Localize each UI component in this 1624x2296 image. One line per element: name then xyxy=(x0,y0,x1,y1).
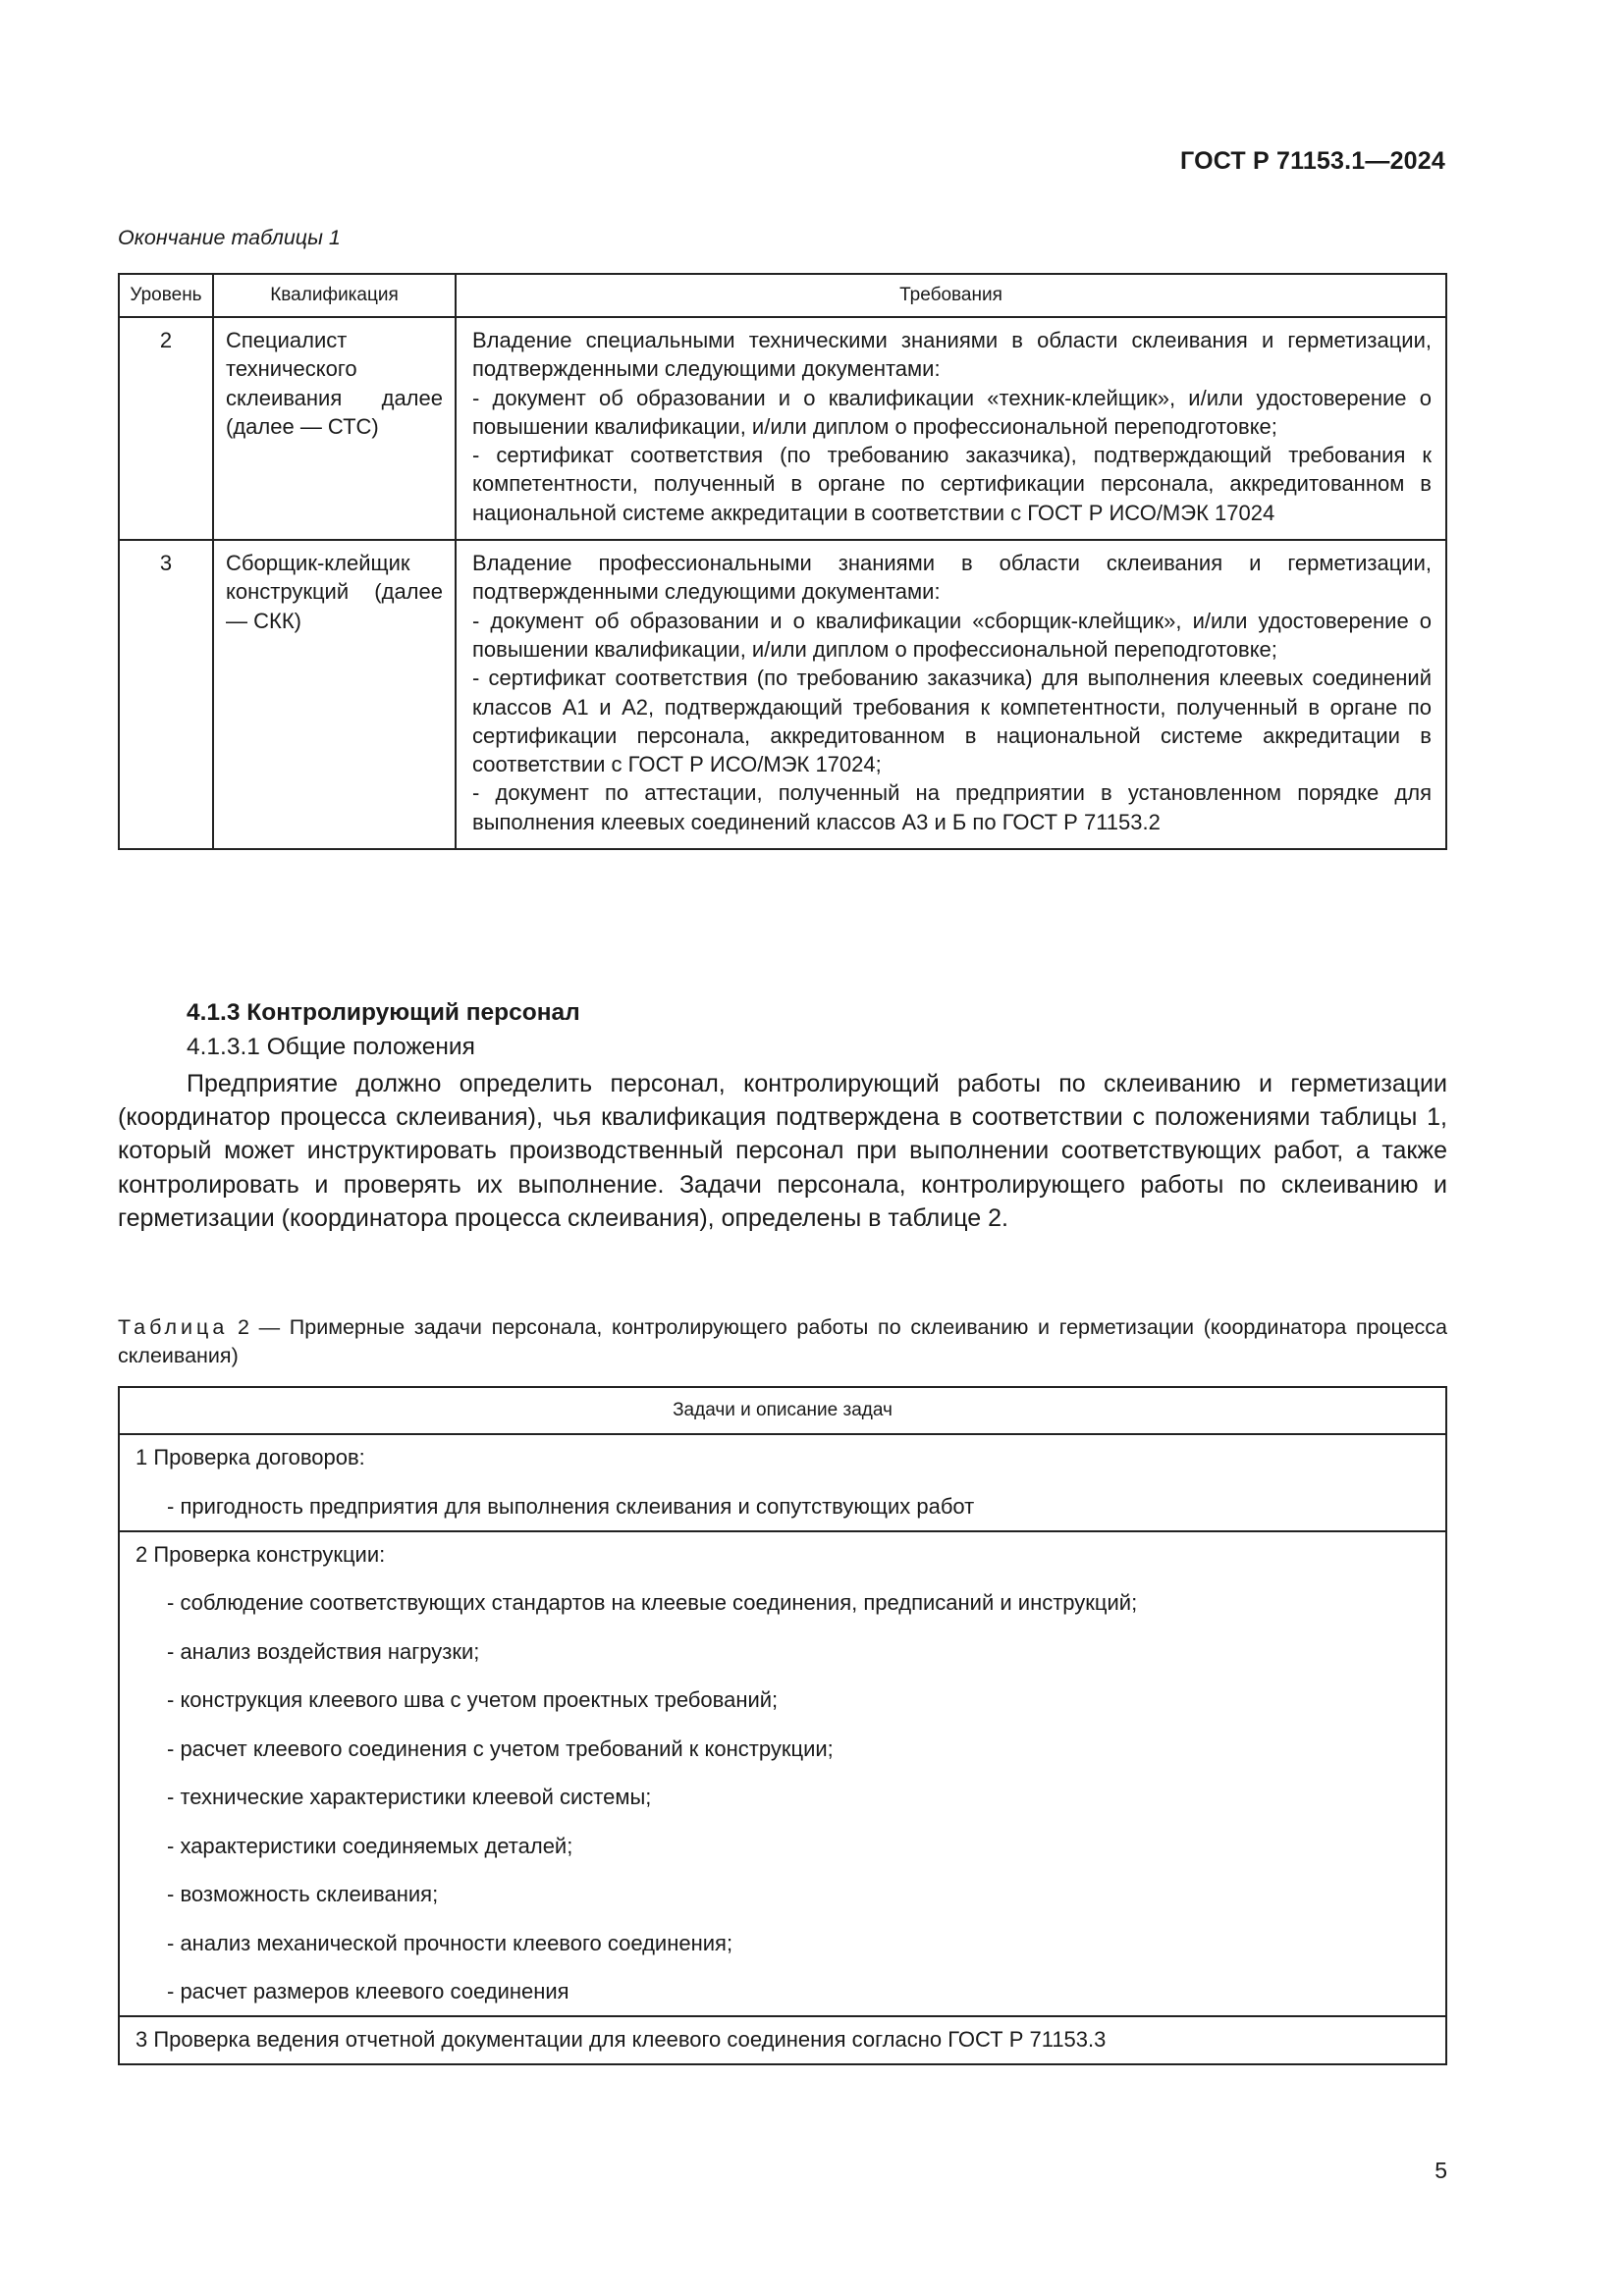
table2-caption-text: 2 — Примерные задачи персонала, контролирующего работы по склеиванию и герметизации (координатора процесса склеивания) xyxy=(118,1315,1447,1367)
table-row xyxy=(119,317,1446,540)
column-header-requirements: Требования xyxy=(456,274,1446,317)
requirement-line: Владение профессиональными знаниями в области склеивания и герметизации, подтвержденными следующими документами: xyxy=(472,551,1432,605)
level-cell: 3 xyxy=(119,540,213,849)
list-item: - конструкция клеевого шва с учетом проектных требований; xyxy=(167,1687,779,1712)
list-item: - анализ механической прочности клеевого соединения; xyxy=(167,1930,733,1955)
qualification-cell: Сборщик-клейщик конструкций (далее — СКК) xyxy=(213,540,456,849)
list-item: - возможность склеивания; xyxy=(167,1882,439,1906)
qualification-requirements-table xyxy=(118,273,1447,850)
body-paragraph: Предприятие должно определить персонал, контролирующий работы по склеиванию и герметизации (координатор процесса склеивания), чья квалификация подтверждена в соответствии с положениями таблицы 1, который может инструктировать производственный персонал при выполнении соответствующих работ, а также контролировать и проверять их выполнение. Задачи персонала, контролирующего работы по склеиванию и герметизации (координатора процесса склеивания), определены в таблице 2. xyxy=(118,1070,1447,1232)
requirement-line: - сертификат соответствия (по требованию заказчика) для выполнения клеевых соединений классов А1 и А2, подтверждающий требования к компетентности, полученный в органе по сертификации персонала, аккредитованном в национальной системе аккредитации в соответствии с ГОСТ Р ИСО/МЭК 17024; xyxy=(472,666,1432,777)
requirement-line: - сертификат соответствия (по требованию заказчика), подтверждающий требования к компетентности, полученный в органе по сертификации персонала, аккредитованном в национальной системе аккредитации в соответствии с ГОСТ Р ИСО/МЭК 17024 xyxy=(472,443,1432,525)
list-item: - расчет размеров клеевого соединения xyxy=(167,1979,569,2003)
level-cell: 2 xyxy=(119,317,213,540)
supervisor-tasks-table xyxy=(118,1386,1447,2065)
table1-header-row xyxy=(119,274,1446,317)
requirement-line: - документ об образовании и о квалификации «сборщик-клейщик», и/или удостоверение о повышении квалификации, и/или диплом о профессиональной переподготовке; xyxy=(472,608,1432,662)
task-group-cell xyxy=(119,1434,1446,1531)
table-row xyxy=(119,2016,1446,2064)
list-item: - характеристики соединяемых деталей; xyxy=(167,1833,573,1858)
list-item: - расчет клеевого соединения с учетом требований к конструкции; xyxy=(167,1735,834,1761)
requirement-line: - документ по аттестации, полученный на предприятии в установленном порядке для выполнения клеевых соединений классов А3 и Б по ГОСТ Р 71153.2 xyxy=(472,780,1432,834)
task-group-cell xyxy=(119,1531,1446,2017)
column-header-qualification: Квалификация xyxy=(213,274,456,317)
section-heading: 4.1.3 Контролирующий персонал xyxy=(187,999,580,1026)
subsection-heading: 4.1.3.1 Общие положения xyxy=(187,1034,475,1060)
task-group-cell xyxy=(119,2016,1446,2064)
list-item: - соблюдение соответствующих стандартов на клеевые соединения, предписаний и инструкций; xyxy=(167,1590,1138,1615)
list-item: - технические характеристики клеевой системы; xyxy=(167,1785,652,1809)
table2-caption-label: Таблица xyxy=(118,1315,229,1339)
list-item: - пригодность предприятия для выполнения склеивания и сопутствующих работ xyxy=(167,1493,975,1519)
requirements-cell xyxy=(456,317,1446,540)
column-header-tasks: Задачи и описание задач xyxy=(119,1387,1446,1434)
requirement-line: Владение специальными техническими знаниями в области склеивания и герметизации, подтвержденными следующими документами: xyxy=(472,328,1432,382)
task-group-title: 3 Проверка ведения отчетной документации для клеевого соединения согласно ГОСТ Р 71153.3 xyxy=(135,2027,1107,2052)
page-number: 5 xyxy=(1435,2158,1447,2183)
table2-header-row xyxy=(119,1387,1446,1434)
table2-caption xyxy=(118,1313,1447,1370)
table-row xyxy=(119,1434,1446,1531)
table1-caption: Окончание таблицы 1 xyxy=(118,226,341,249)
qualification-cell: Специалист технического склеивания далее (далее — СТС) xyxy=(213,317,456,540)
task-group-title: 2 Проверка конструкции: xyxy=(135,1541,386,1567)
table-row xyxy=(119,1531,1446,2017)
document-code-header: ГОСТ Р 71153.1—2024 xyxy=(1180,147,1445,175)
table-row xyxy=(119,540,1446,849)
requirement-line: - документ об образовании и о квалификации «техник-клейщик», и/или удостоверение о повышении квалификации, и/или диплом о профессиональной переподготовке; xyxy=(472,385,1432,439)
list-item: - анализ воздействия нагрузки; xyxy=(167,1638,480,1664)
column-header-level: Уровень xyxy=(119,274,213,317)
requirements-cell xyxy=(456,540,1446,849)
task-group-title: 1 Проверка договоров: xyxy=(135,1445,365,1469)
